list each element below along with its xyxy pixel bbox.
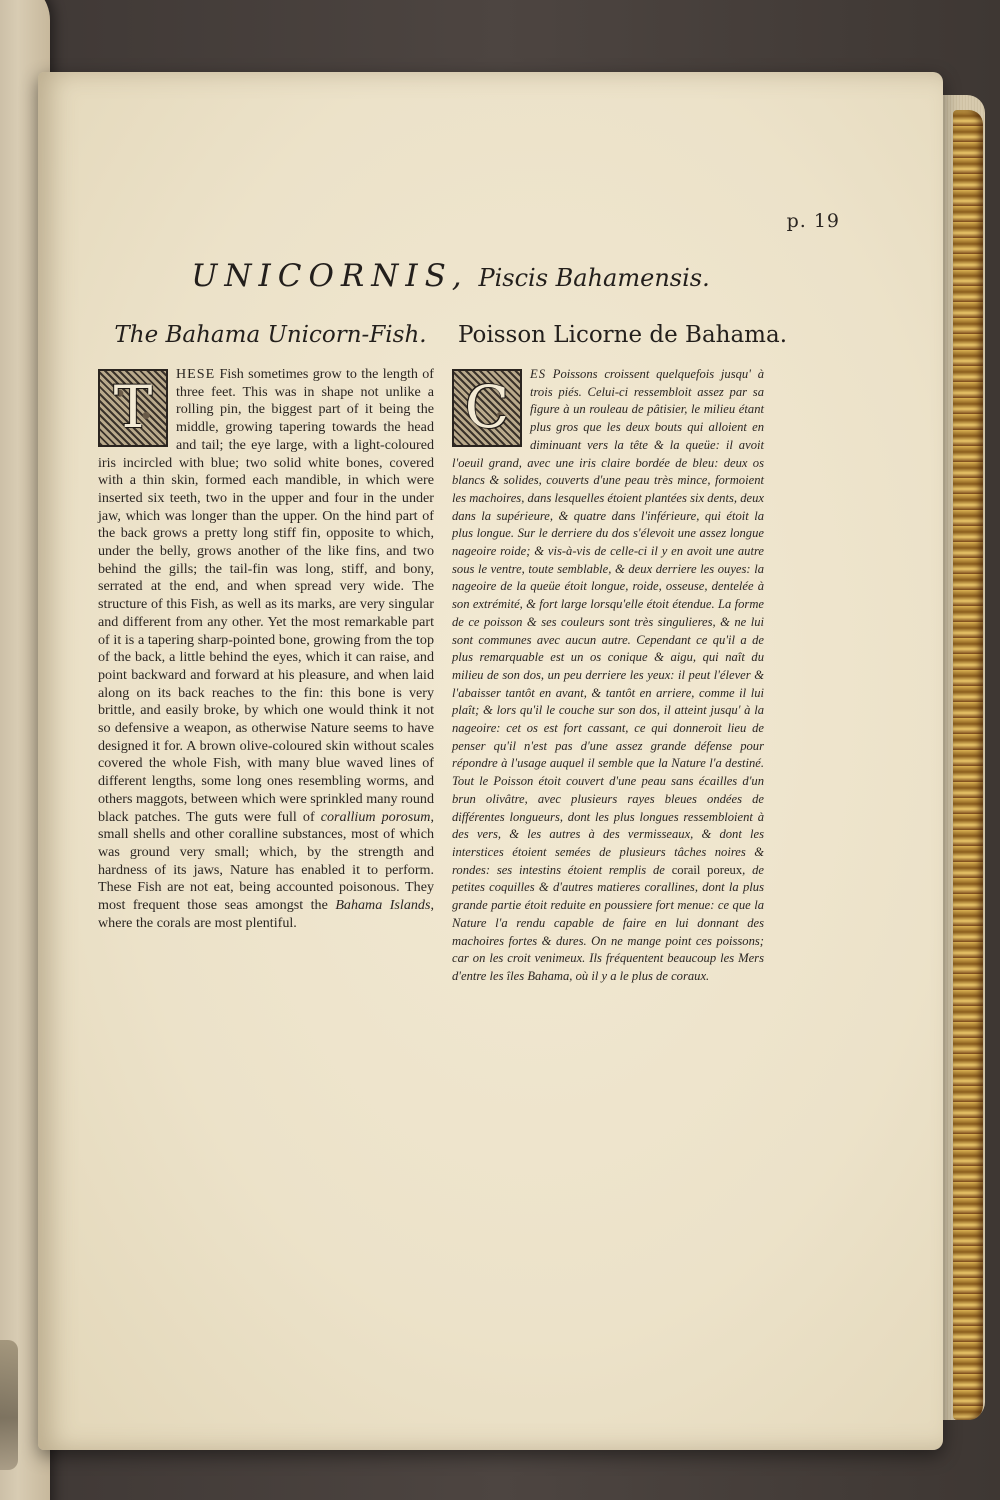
french-body-a: Poissons croissent quelquefois jusqu' à trois piés. Celui-ci ressembloit assez par sa figure à un rouleau de pâtisier, le milieu étant plus gros que les deux bouts qui alloient en diminuant vers la tête & la queüe: il avoit l'oeuil grand, avec une iris claire bordée de bleu: deux os blancs & solides, couverts d'une peau très mince, formoient les machoires, dans lesquelles étoient plantées six dents, deux dans la supérieure, & quatre dans l'inférieure, qui étoit la plus longue. Sur le derriere du dos s'élevoit une assez longue nageoire roide; & vis-à-vis de celle-ci il y en avoit une autre sous le ventre, toute semblable, & deux derriere les ouyes: la nageoire de la queüe étoit longue, roide, osseuse, dentelée à son extrémité, & fort large lorsqu'elle étoit étendue. La forme de ce poisson & ses couleurs sont très singulieres, & ne lui sont communes avec aucun autre. Cependant ce qu'il a de plus remarquable est un os conique & aigu, qui naît du milieu de son dos, un peu derriere les yeux: il peut l'élever & l'abaisser tantôt en avant, & tantôt en arriere, comme il lui plaît; & lors qu'il le couche sur son dos, il atteint jusqu' à la nageoire: cet os est fort cassant, ce qui donneroit lieu de penser qu'il n'est pas d'une assez grande défense pour répondre à l'usage auquel il semble que la Nature l'a destiné. Tout le Poisson étoit couvert d'une peau sans écailles d'un brun olivâtre, avec plusieurs rayes bleues ondées de différentes longueurs, dont les plus longues ressembloient à des vers, & les autres à des vermisseaux, & dont les interstices étoient semées de plusieurs tâches noires & rondes: ses intestins étoient remplis de [452,367,764,877]
title-latin-name: UNICORNIS, [191,258,469,294]
french-coral-term: corail poreux [671,862,743,877]
english-column [98,366,434,933]
initial-letter: C [464,373,510,441]
english-islands-term: Bahama Islands [335,897,431,914]
page-title [98,258,803,294]
gilt-spine [953,110,983,1420]
lead-word: ES [530,367,546,381]
ornamental-initial-t [98,369,168,447]
left-plate-fragment [0,1340,18,1470]
initial-letter: T [113,373,153,441]
english-body-a: Fish sometimes grow to the length of three feet. This was in shape not unlike a rolling pin, the biggest part of it being the middle, growing tapering towards the head and tail; the eye large, with a light-coloured iris incircled with blue; two solid white bones, covered with a thin skin, formed each mandible, in which were inserted six teeth, two in the upper and four in the under jaw, which was longer than the upper. On the hind part of the back grows a pretty long stiff fin, opposite to which, under the belly, grows another of the like fins, and two behind the gills; the tail-fin was long, stiff, and bony, serrated at the end, and when spread very wide. The structure of this Fish, as well as its marks, are very singular and different from any other. Yet the most remarkable part of it is a tapering sharp-pointed bone, growing from the top of the back, a little behind the eyes, which it can raise, and point backward and forward at his pleasure, and when laid along on its back reaches to the fin: this bone is very brittle, and easily broke, by which one would think it not so defensive a weapon, as otherwise Nature seems to have designed it for. A brown olive-coloured skin without scales covered the whole Fish, with many blue waved lines of different lengths, some long ones resembling worms, and others maggots, between which were sprinkled many round black patches. The guts were full of [98,366,434,825]
french-heading: Poisson Licorne de Bahama. [457,322,788,348]
english-body-c: , where the corals are most plentiful. [98,897,434,931]
french-column [452,366,764,986]
english-body-b: , small shells and other coralline substances, most of which was ground very small; which, by the strength and hardness of its jaws, Nature has enabled it to perform. These Fish are not eat, being accounted poisonous. They most frequent those seas amongst the [98,808,434,914]
english-coral-term: corallium porosum [320,808,431,825]
english-heading: The Bahama Unicorn-Fish. [114,322,427,348]
title-latin-subtitle: Piscis Bahamensis. [478,264,710,292]
ornamental-initial-c [452,369,522,447]
page-number: p. 19 [786,210,840,232]
french-body-b: , de petites coquilles & d'autres matieres corallines, dont la plus grande partie étoit reduite en poussiere fort menue: ce que la Nature l'a rendu capable de faire en lui donnant des machoires fortes & dures. On ne mange point ces poissons; car on les croit venimeux. Ils fréquentent beaucoup les Mers d'entre les îles Bahama, où il y a le plus de coraux. [452,862,764,983]
lead-word: HESE [176,366,216,382]
